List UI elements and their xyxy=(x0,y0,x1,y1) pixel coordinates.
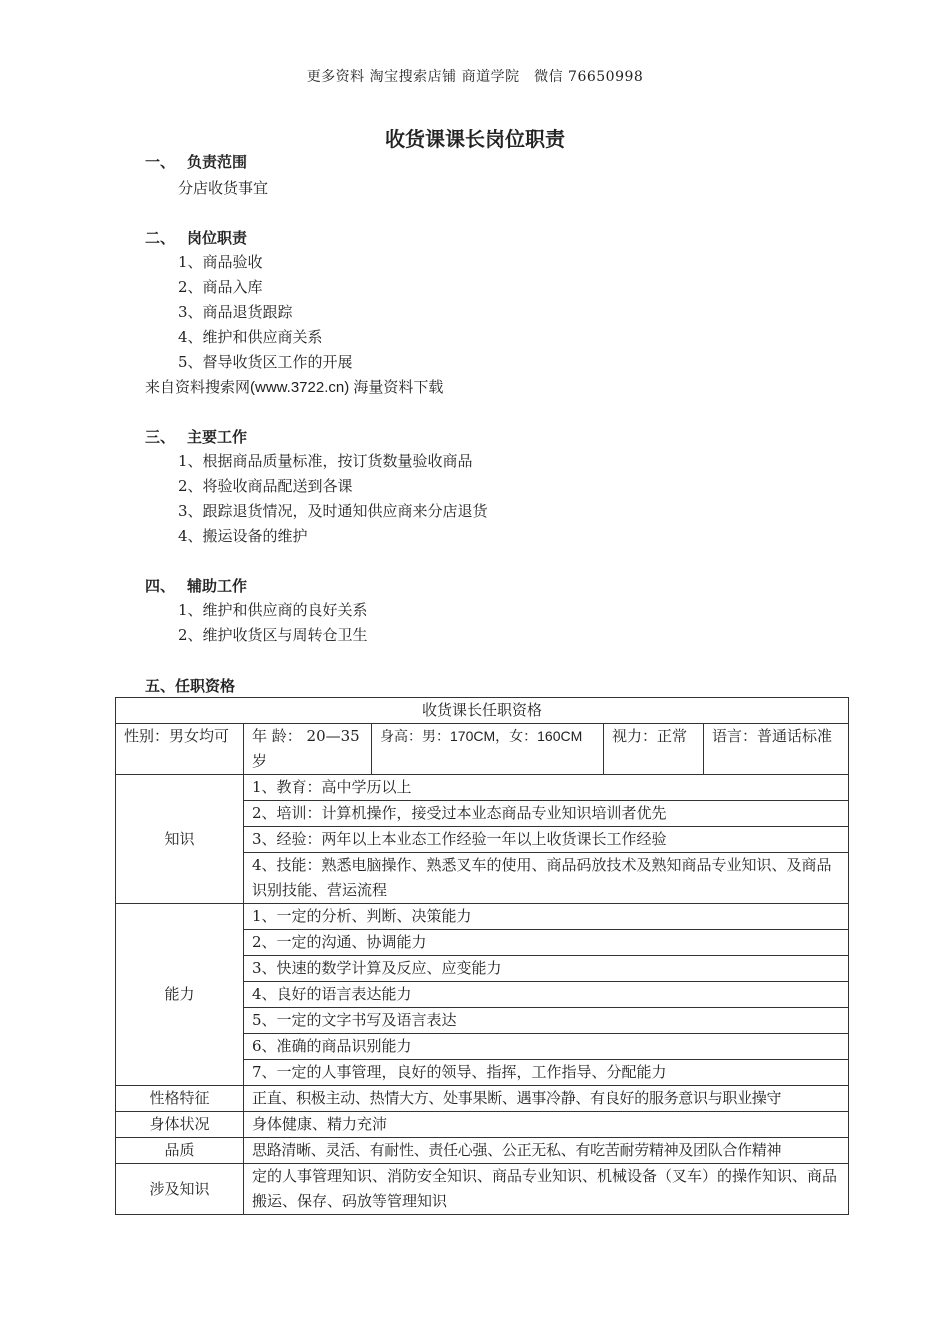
qualification-table xyxy=(115,697,849,1215)
section-2-line: 5、督导收货区工作的开展 xyxy=(178,353,353,371)
quality-label: 品质 xyxy=(116,1138,244,1164)
section-3-number: 三、 xyxy=(145,428,176,446)
table-caption: 收货课长任职资格 xyxy=(116,698,849,724)
table-row xyxy=(116,724,849,775)
basic-language: 语言：普通话标准 xyxy=(704,724,849,775)
section-3-line: 1、根据商品质量标准，按订货数量验收商品 xyxy=(178,452,473,470)
section-5-heading: 五、任职资格 xyxy=(145,677,236,695)
knowledge-item: 3、经验：两年以上本业态工作经验一年以上收货课长工作经验 xyxy=(244,827,849,853)
knowledge-label: 知识 xyxy=(116,775,244,904)
section-4-number: 四、 xyxy=(145,577,176,595)
related-label: 涉及知识 xyxy=(116,1164,244,1215)
personality-value: 正直、积极主动、热情大方、处事果断、遇事冷静、有良好的服务意识与职业操守 xyxy=(244,1086,849,1112)
page-header: 更多资料 淘宝搜索店铺 商道学院 微信 76650998 xyxy=(306,69,644,85)
section-1-line: 分店收货事宜 xyxy=(178,179,269,197)
health-label: 身体状况 xyxy=(116,1112,244,1138)
ability-item: 7、一定的人事管理，良好的领导、指挥，工作指导、分配能力 xyxy=(244,1060,849,1086)
page-title: 收货课课长岗位职责 xyxy=(385,127,565,151)
basic-height: 身高：男：170CM，女：160CM xyxy=(372,724,604,775)
table-row xyxy=(116,698,849,724)
table-row xyxy=(116,775,849,801)
section-2-line: 3、商品退货跟踪 xyxy=(178,303,293,321)
basic-vision: 视力：正常 xyxy=(604,724,704,775)
table-row xyxy=(116,904,849,930)
ability-item: 6、准确的商品识别能力 xyxy=(244,1034,849,1060)
section-2-line: 1、商品验收 xyxy=(178,253,263,271)
knowledge-item: 4、技能：熟悉电脑操作、熟悉叉车的使用、商品码放技术及熟知商品专业知识、及商品识别技能、营运流程 xyxy=(244,853,849,904)
section-2-line: 2、商品入库 xyxy=(178,278,263,296)
personality-label: 性格特征 xyxy=(116,1086,244,1112)
section-4-line: 2、维护收货区与周转仓卫生 xyxy=(178,626,368,644)
section-2-heading xyxy=(145,227,247,248)
section-4-line: 1、维护和供应商的良好关系 xyxy=(178,601,368,619)
basic-gender: 性别：男女均可 xyxy=(116,724,244,775)
section-4-title: 辅助工作 xyxy=(187,577,248,595)
table-row xyxy=(116,1164,849,1215)
source-note: 来自资料搜索网(www.3722.cn) 海量资料下载 xyxy=(145,379,444,396)
table-row xyxy=(116,1086,849,1112)
ability-label: 能力 xyxy=(116,904,244,1086)
section-1-number: 一、 xyxy=(145,153,176,171)
ability-item: 5、一定的文字书写及语言表达 xyxy=(244,1008,849,1034)
section-2-number: 二、 xyxy=(145,229,176,247)
section-2-line: 4、维护和供应商关系 xyxy=(178,328,323,346)
table-row xyxy=(116,1138,849,1164)
section-3-line: 2、将验收商品配送到各课 xyxy=(178,477,353,495)
ability-item: 3、快速的数学计算及反应、应变能力 xyxy=(244,956,849,982)
section-1-heading xyxy=(145,151,247,172)
ability-item: 4、良好的语言表达能力 xyxy=(244,982,849,1008)
ability-item: 2、一定的沟通、协调能力 xyxy=(244,930,849,956)
quality-value: 思路清晰、灵活、有耐性、责任心强、公正无私、有吃苦耐劳精神及团队合作精神 xyxy=(244,1138,849,1164)
knowledge-item: 1、教育：高中学历以上 xyxy=(244,775,849,801)
section-3-line: 4、搬运设备的维护 xyxy=(178,527,308,545)
related-value: 定的人事管理知识、消防安全知识、商品专业知识、机械设备（叉车）的操作知识、商品搬运、保存、码放等管理知识 xyxy=(244,1164,849,1215)
health-value: 身体健康、精力充沛 xyxy=(244,1112,849,1138)
section-2-title: 岗位职责 xyxy=(187,229,248,247)
basic-age: 年 龄： 20—35岁 xyxy=(244,724,372,775)
knowledge-item: 2、培训：计算机操作，接受过本业态商品专业知识培训者优先 xyxy=(244,801,849,827)
section-3-title: 主要工作 xyxy=(187,428,248,446)
ability-item: 1、一定的分析、判断、决策能力 xyxy=(244,904,849,930)
section-4-heading xyxy=(145,575,247,596)
section-3-line: 3、跟踪退货情况，及时通知供应商来分店退货 xyxy=(178,502,488,520)
table-row xyxy=(116,1112,849,1138)
section-3-heading xyxy=(145,426,247,447)
section-1-title: 负责范围 xyxy=(187,153,248,171)
